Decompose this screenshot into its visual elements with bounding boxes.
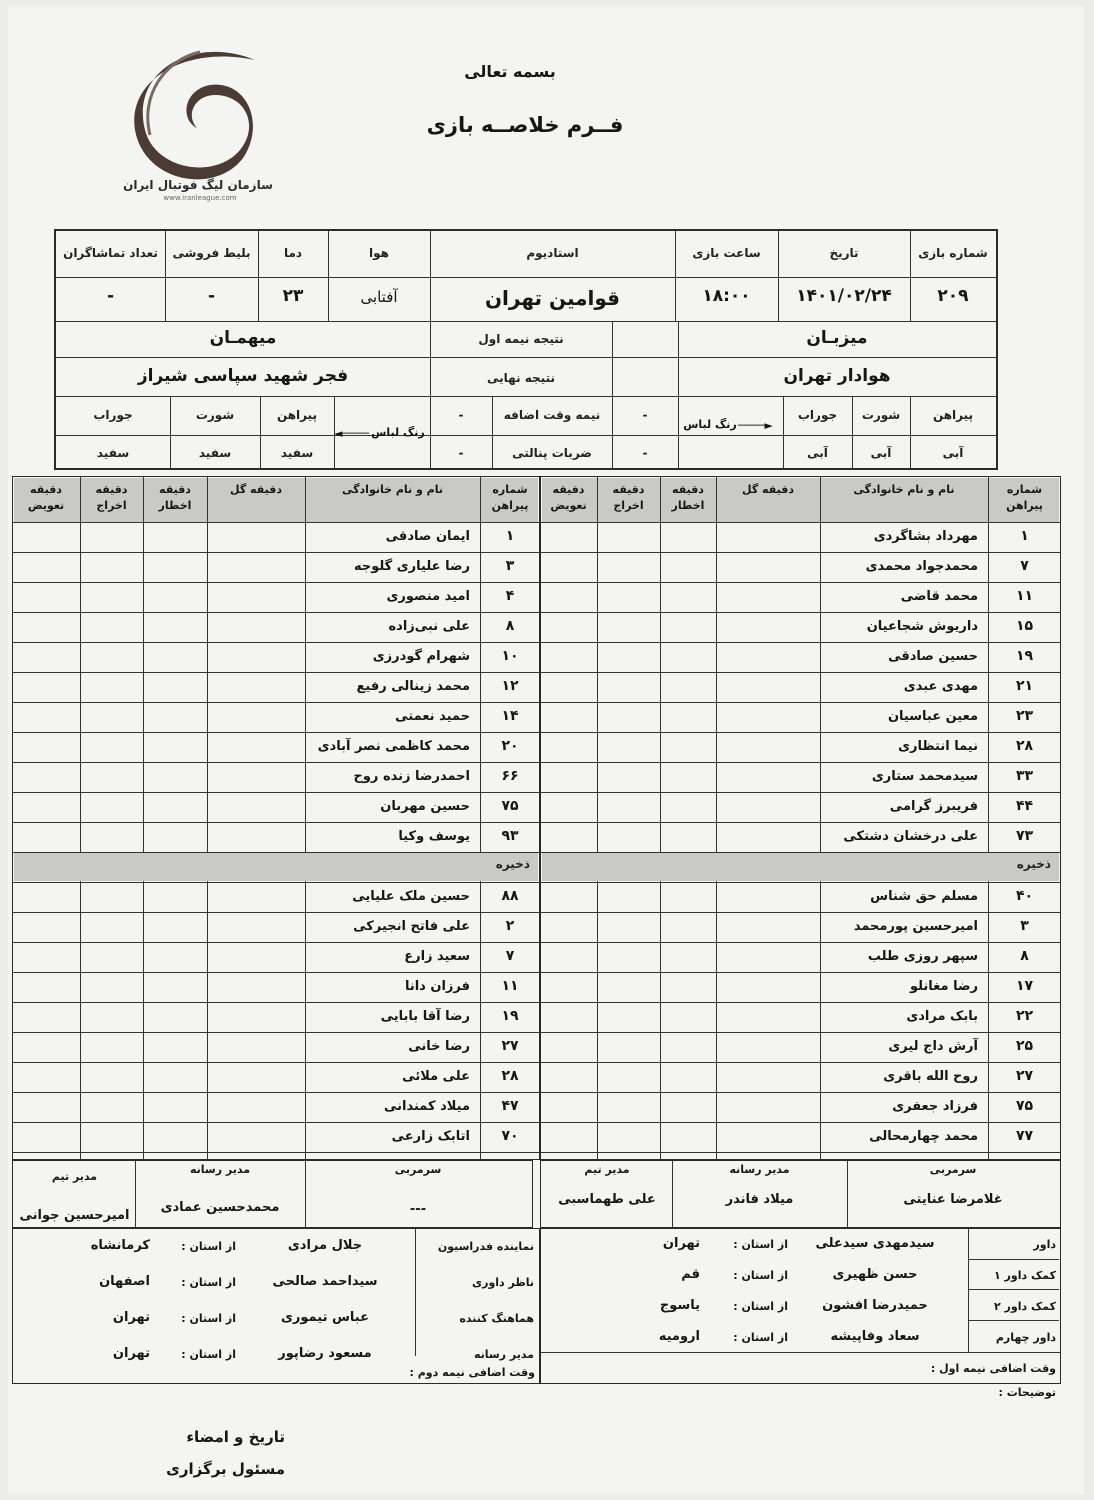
host-player-number: ۸ (1020, 948, 1029, 964)
host-player-number: ۴۴ (1015, 798, 1034, 814)
guest-col-header-sendoff: دقیقه اخراج (95, 483, 128, 512)
host-player-number: ۱۹ (1015, 648, 1034, 664)
host-player-number: ۱۷ (1015, 978, 1034, 994)
guest-player-name: علی ملائی (402, 1069, 470, 1084)
bismillah: بسمه تعالی (464, 62, 556, 81)
host-reserves-row (540, 972, 1061, 1002)
host-starters-row (540, 732, 1061, 762)
host-reserves-row (540, 1062, 1061, 1092)
guest-player-name: حمید نعمتی (395, 709, 470, 724)
guest-label: میهمـان (209, 328, 277, 348)
guest-media-label: مدیر رسانه (189, 1163, 251, 1176)
host-shorts-color: آبی (870, 446, 892, 460)
host-manager-label: مدیر تیم (584, 1163, 630, 1176)
host-reserves-row (540, 1032, 1061, 1062)
host-player-number: ۲۳ (1015, 708, 1034, 724)
guest-player-name: حسین مهربان (380, 799, 470, 814)
guest-shirt-header: پیراهن (276, 408, 318, 422)
guest-player-number: ۲۸ (501, 1068, 519, 1084)
host-player-number: ۲۷ (1015, 1068, 1034, 1084)
host-starters-row (540, 702, 1061, 732)
right-official-from-label: از استان : (733, 1331, 788, 1344)
guest-player-name: علی فاتح انجیرکی (353, 919, 470, 934)
host-player-name: مهدی عبدی (903, 679, 978, 694)
host-player-number: ۳ (1020, 918, 1029, 934)
guest-col-header-goal: دقیقه گل (230, 483, 282, 496)
host-player-number: ۴۰ (1015, 888, 1034, 904)
guest-shorts-header: شورت (195, 408, 235, 422)
time-value: ۱۸:۰۰ (702, 286, 751, 306)
guest-col-header-shirt_no: شماره پیراهن (491, 483, 529, 512)
extra-time-dash-guest: - (458, 408, 464, 422)
guest-shorts-color: سفید (198, 446, 232, 460)
penalties-label: ضربات پنالتی (512, 446, 592, 460)
guest-kit-arrow-icon: ◄──── (334, 427, 369, 440)
guest-player-name: یوسف وکیا (398, 829, 470, 844)
temperature-value: ۲۳ (282, 286, 304, 306)
host-player-name: رضا مغانلو (909, 979, 978, 994)
guest-coach-name: --- (409, 1202, 427, 1217)
host-manager-name: علی طهماسبی (558, 1192, 656, 1207)
final-label: نتیجه نهایی (487, 371, 555, 385)
right-official-name: حمیدرضا افشون (822, 1298, 928, 1313)
host-shirt-color: آبی (942, 446, 964, 460)
guest-player-number: ۲ (505, 918, 515, 934)
host-col-header-warning: دقیقه اخطار (671, 483, 705, 512)
spectators-value: - (106, 286, 115, 306)
guest-player-number: ۱ (505, 528, 515, 544)
guest-player-name: امید منصوری (386, 589, 470, 604)
guest-player-name: علی نبی‌زاده (388, 619, 470, 634)
penalties-dash: - (642, 446, 648, 460)
left-official-name: جلال مرادی (287, 1238, 363, 1253)
host-name: هوادار تهران (783, 366, 891, 386)
right-official-from-label: از استان : (733, 1269, 788, 1282)
host-player-name: حسین صادقی (888, 649, 978, 664)
host-player-number: ۲۵ (1015, 1038, 1034, 1054)
left-official-from-label: از استان : (181, 1312, 236, 1325)
right-official-role: داور چهارم (995, 1331, 1056, 1344)
host-player-number: ۲۱ (1015, 678, 1034, 694)
left-official-from-label: از استان : (181, 1276, 236, 1289)
host-player-name: داریوش شجاعیان (866, 619, 978, 634)
left-official-province: کرمانشاه (90, 1238, 150, 1253)
guest-player-number: ۱۴ (501, 708, 519, 724)
host-player-number: ۱ (1020, 528, 1029, 544)
guest-socks-header: جوراب (93, 408, 133, 422)
extra-second-half-label: وقت اضافی نیمه دوم : (409, 1366, 535, 1379)
match-info-box (54, 229, 998, 470)
host-coach-name: غلامرضا عنایتی (903, 1192, 1003, 1207)
right-official-role: داور (1033, 1238, 1056, 1251)
host-reserves-row (540, 1002, 1061, 1032)
guest-player-number: ۱۰ (501, 648, 519, 664)
right-official-role: کمک داور ۱ (994, 1269, 1056, 1282)
extra-time-dash: - (642, 408, 648, 422)
host-player-number: ۷۵ (1015, 1098, 1034, 1114)
host-player-name: مهرداد بشاگردی (873, 529, 978, 544)
guest-player-name: اتابک زارعی (391, 1129, 470, 1144)
left-official-role: ناظر داوری (472, 1276, 534, 1289)
right-official-from-label: از استان : (733, 1238, 788, 1251)
host-reserves-row (540, 1092, 1061, 1122)
date-label: تاریخ (829, 246, 859, 260)
right-official-province: قم (681, 1267, 700, 1282)
host-starters-row (540, 642, 1061, 672)
tickets-value: - (207, 286, 216, 306)
host-media-name: میلاد فاندر (725, 1192, 794, 1207)
host-reserves-row (540, 942, 1061, 972)
left-official-from-label: از استان : (181, 1348, 236, 1361)
guest-player-name: احمدرضا زنده روح (353, 769, 470, 784)
host-socks-color: آبی (807, 446, 828, 460)
guest-player-name: میلاد کمندانی (383, 1099, 470, 1114)
guest-player-name: رضا خانی (408, 1039, 470, 1054)
host-kit-arrow-icon: ────► (738, 419, 773, 432)
org-url: www.iranleague.com (163, 194, 237, 202)
host-player-name: مسلم حق شناس (870, 889, 978, 904)
guest-col-header-warning: دقیقه اخطار (158, 483, 192, 512)
guest-player-name: فرزان دانا (404, 979, 470, 994)
guest-player-number: ۴ (505, 588, 515, 604)
host-player-number: ۷۳ (1015, 828, 1034, 844)
right-official-province: ارومیه (658, 1329, 700, 1344)
left-official-role: هماهنگ کننده (459, 1312, 534, 1325)
guest-player-number: ۷۰ (501, 1128, 519, 1144)
guest-player-number: ۱۱ (501, 978, 519, 994)
match-no-value: ۲۰۹ (937, 286, 969, 306)
guest-player-number: ۱۹ (501, 1008, 519, 1024)
host-coach-label: سرمربی (929, 1163, 977, 1176)
guest-player-name: ایمان صادقی (385, 529, 470, 544)
guest-player-name: رضا آقا بابایی (380, 1009, 470, 1024)
host-player-name: معین عباسیان (887, 709, 978, 724)
host-player-number: ۲۸ (1015, 738, 1034, 754)
host-player-name: محمدجواد محمدی (865, 559, 978, 574)
guest-media-name: محمدحسین عمادی (160, 1200, 280, 1215)
host-player-name: روح الله باقری (883, 1069, 978, 1084)
weather-label: هوا (369, 246, 389, 260)
host-col-header-sendoff: دقیقه اخراج (612, 483, 645, 512)
guest-player-number: ۷ (505, 948, 515, 964)
right-official-name: حسن ظهیری (832, 1267, 918, 1282)
date-value: ۱۴۰۱/۰۲/۲۴ (796, 286, 892, 306)
guest-player-name: محمد زینالی رفیع (356, 679, 470, 694)
guest-manager-name: امیرحسین جوانی (19, 1208, 130, 1223)
host-shirt-header: پیراهن (932, 408, 974, 422)
host-player-name: آرش داج لیری (888, 1039, 978, 1054)
right-official-province: تهران (662, 1236, 700, 1251)
guest-socks-color: سفید (96, 446, 130, 460)
host-player-number: ۳۳ (1015, 768, 1034, 784)
host-player-name: نیما انتظاری (898, 739, 978, 754)
stadium-label: استادیوم (526, 246, 579, 260)
time-label: ساعت بازی (692, 246, 761, 260)
host-player-number: ۷۷ (1015, 1128, 1034, 1144)
host-player-name: فرزاد جعفری (892, 1099, 978, 1114)
guest-col-header-sub: دقیقه تعویض (27, 483, 65, 512)
left-official-role: مدیر رسانه (473, 1348, 534, 1361)
host-starters-row (540, 552, 1061, 582)
host-player-name: امیرحسین پورمحمد (853, 919, 978, 934)
host-socks-header: جوراب (797, 408, 838, 422)
host-reserves-row (540, 1122, 1061, 1152)
guest-player-number: ۲۷ (501, 1038, 519, 1054)
host-label: میزبـان (806, 328, 868, 348)
org-name: سازمان لیگ فوتبال ایران (123, 178, 273, 192)
guest-shirt-color: سفید (280, 446, 314, 460)
host-col-header-sub: دقیقه تعویض (550, 483, 587, 512)
form-title: فــرم خلاصــه بازی (426, 113, 624, 137)
left-official-province: تهران (112, 1346, 150, 1361)
right-official-province: یاسوج (659, 1298, 700, 1313)
spectators-label: تعداد تماشاگران (63, 246, 158, 260)
left-official-province: اصفهان (99, 1274, 150, 1289)
notes-label: توضیحات : (998, 1386, 1056, 1399)
left-official-name: عباس تیموری (281, 1310, 369, 1325)
left-official-name: مسعود رضاپور (278, 1346, 372, 1361)
right-official-from-label: از استان : (733, 1300, 788, 1313)
host-player-name: بابک مرادی (906, 1009, 978, 1024)
guest-name: فجر شهید سپاسی شیراز (137, 366, 349, 386)
host-player-number: ۱۵ (1015, 618, 1034, 634)
host-col-header-goal: دقیقه گل (742, 483, 794, 496)
host-player-name: فریبرز گرامی (889, 799, 978, 814)
host-reserves-row (540, 882, 1061, 912)
left-official-name: سیداحمد صالحی (272, 1274, 378, 1289)
host-starters-row (540, 522, 1061, 552)
guest-player-number: ۴۷ (501, 1098, 519, 1114)
temperature-label: دما (283, 246, 303, 260)
guest-coach-label: سرمربی (394, 1163, 442, 1176)
host-player-name: علی درخشان دشتکی (843, 829, 978, 844)
guest-player-name: شهرام گودرزی (372, 649, 470, 664)
host-starters-row (540, 612, 1061, 642)
host-col-header-name: نام و نام خانوادگی (853, 483, 955, 496)
host-player-number: ۲۲ (1015, 1008, 1034, 1024)
organizer-label: مسئول برگزاری (166, 1460, 285, 1478)
host-col-header-shirt_no: شماره پیراهن (1006, 483, 1043, 512)
host-starters-row (540, 672, 1061, 702)
host-player-name: محمد چهارمحالی (869, 1129, 978, 1144)
guest-player-number: ۱۲ (501, 678, 519, 694)
host-player-number: ۱۱ (1015, 588, 1034, 604)
guest-player-name: رضا علیاری گلوجه (353, 559, 470, 574)
first-half-label: نتیجه نیمه اول (478, 332, 564, 346)
guest-player-name: سعید زارع (404, 949, 470, 964)
guest-player-number: ۷۵ (501, 798, 519, 814)
host-starters-row (540, 822, 1061, 852)
sign-label: تاریخ و امضاء (186, 1428, 285, 1446)
guest-reserves-label: ذخیره (495, 857, 530, 871)
guest-player-name: محمد کاظمی نصر آبادی (317, 739, 470, 754)
guest-player-number: ۸ (505, 618, 515, 634)
guest-player-number: ۶۶ (501, 768, 519, 784)
guest-kit-label: رنگ لباس (371, 426, 425, 439)
right-official-name: سیدمهدی سیدعلی (815, 1236, 935, 1251)
guest-player-number: ۲۰ (501, 738, 519, 754)
host-starters-row (540, 792, 1061, 822)
match-no-label: شماره بازی (918, 246, 988, 260)
right-official-name: سعاد وفاپیشه (830, 1329, 920, 1344)
tickets-label: بلیط فروشی (172, 246, 251, 260)
penalties-dash-guest: - (458, 446, 464, 460)
weather-value: آفتابی (360, 288, 398, 306)
right-official-role: کمک داور ۲ (994, 1300, 1056, 1313)
left-official-role: نماینده فدراسیون (437, 1240, 534, 1253)
host-player-name: محمد قاضی (900, 589, 978, 604)
guest-player-name: حسین ملک علیایی (352, 889, 470, 904)
host-kit-label: رنگ لباس (683, 418, 737, 431)
extra-first-half-label: وقت اضافی نیمه اول : (930, 1362, 1056, 1375)
left-official-province: تهران (112, 1310, 150, 1325)
host-starters-row (540, 762, 1061, 792)
host-reserves-label: ذخیره (1016, 857, 1051, 871)
host-reserves-row (540, 912, 1061, 942)
stadium-value: قوامین تهران (484, 286, 621, 310)
guest-col-header-name: نام و نام خانوادگی (342, 483, 443, 496)
host-starters-row (540, 582, 1061, 612)
host-media-label: مدیر رسانه (729, 1163, 790, 1176)
host-player-name: سیدمحمد ستاری (871, 769, 978, 784)
extra-time-label: نیمه وقت اضافه (503, 408, 601, 422)
guest-manager-label: مدیر تیم (51, 1170, 98, 1183)
host-player-name: سپهر روزی طلب (867, 949, 978, 964)
host-shorts-header: شورت (861, 408, 901, 422)
left-official-from-label: از استان : (181, 1240, 236, 1253)
guest-player-number: ۸۸ (501, 888, 519, 904)
guest-player-number: ۳ (505, 558, 515, 574)
guest-player-number: ۹۳ (501, 828, 519, 844)
host-player-number: ۷ (1020, 558, 1029, 574)
